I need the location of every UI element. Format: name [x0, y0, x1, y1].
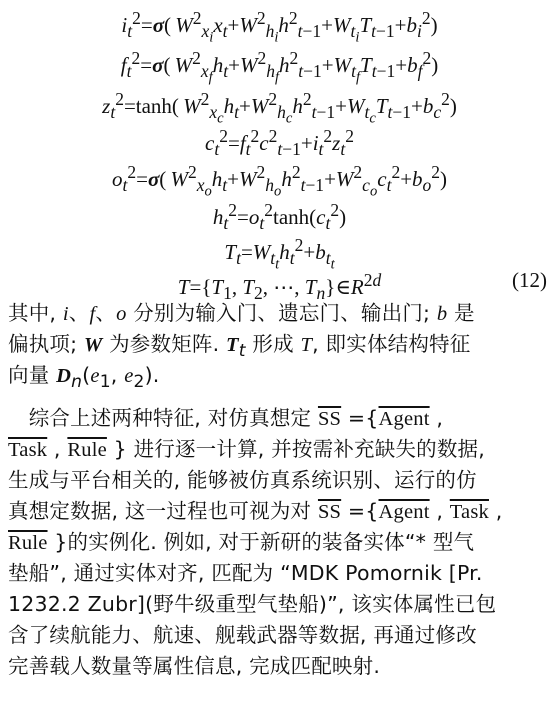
equation-input-gate: $i_t^2=\sigma$( $W^2_{x_i}x_t+W^2_{h_i}h^2_{t-1}+W_{t_i}T_{t-1}+b_i^2$) — [121, 8, 438, 46]
text-line: 含了续航能力、航速、舰载武器等数据, 再通过修改 — [8, 623, 477, 647]
equation-output-gate: $o_t^2=\sigma$( $W^2_{x_o}h_t+W^2_{h_o}h^2_{t-1}+W^2_{c_o}c_t^2+b_o^2$) — [111, 162, 448, 200]
equation-set: $T=\{T_1$, $T_2$, ⋯, $T_n\}\in R^{2d}$ — [177, 270, 382, 304]
text-line: 偏执项; W 为参数矩阵. $T_t$ 形成 T, 即实体结构特征 — [8, 332, 471, 362]
text-line: 其中, i、f、o 分别为输入门、遗忘门、输出门; b 是 — [8, 301, 475, 325]
equation-number: (12) — [512, 268, 547, 292]
text-line: Task , Rule } 进行逐一计算, 并按需补充缺失的数据, — [8, 437, 485, 461]
vector-agent: Agent — [378, 501, 430, 523]
text-line: Rule }的实例化. 例如, 对于新研的装备实体“* 型气 — [8, 530, 475, 554]
text-line: 向量 $D_n(e_1$, $e_2$). — [8, 363, 160, 393]
vector-task: Task — [449, 501, 489, 523]
vector-rule: Rule — [67, 439, 107, 461]
equation-forget-gate: $f_t^2=\sigma$( $W^2_{x_f}h_t+W^2_{h_f}h^2_{t-1}+W_{t_f}T_{t-1}+b_f^2$) — [120, 48, 439, 86]
text-line: 综合上述两种特征, 对仿真想定 $\overline{SS}$ ={Agent , — [8, 406, 444, 430]
vector-ss: $\overline{SS}$ — [317, 501, 342, 523]
equation-cell-state: $c_t^2=f_t^2c^2_{t-1}+i_t^2z_t^2$ — [205, 126, 354, 160]
vector-agent: Agent — [378, 408, 430, 430]
paragraph-definitions — [8, 298, 553, 391]
text-line: 生成与平台相关的, 能够被仿真系统识别、运行的仿 — [8, 468, 477, 492]
equation-candidate: $z_t^2=\tanh$( $W^2_{x_c}h_t+W^2_{h_c}h^2_{t-1}+W_{t_c}T_{t-1}+b_c^2$) — [102, 89, 457, 127]
paragraph-scenario — [8, 403, 553, 682]
text-line: 垫船”, 通过实体对齐, 匹配为 “MDK Pomornik [Pr. — [8, 561, 483, 585]
vector-task: Task — [8, 439, 48, 461]
equation-hidden-state: $h_t^2=o_t^2\tanh(c_t^2)$ — [212, 200, 347, 234]
text-line: 真想定数据, 这一过程也可视为对 $\overline{SS}$ ={Agent , Task , — [8, 499, 503, 523]
equation-output: $T_t=W_{t_t}h_t^2+b_{t_t}$ — [224, 235, 335, 273]
text-line: 1232.2 Zubr](野牛级重型气垫船)”, 该实体属性已包 — [8, 592, 497, 616]
vector-rule: Rule — [8, 532, 48, 554]
vector-ss: $\overline{SS}$ — [317, 408, 342, 430]
text-line: 完善载人数量等属性信息, 完成匹配映射. — [8, 654, 381, 678]
